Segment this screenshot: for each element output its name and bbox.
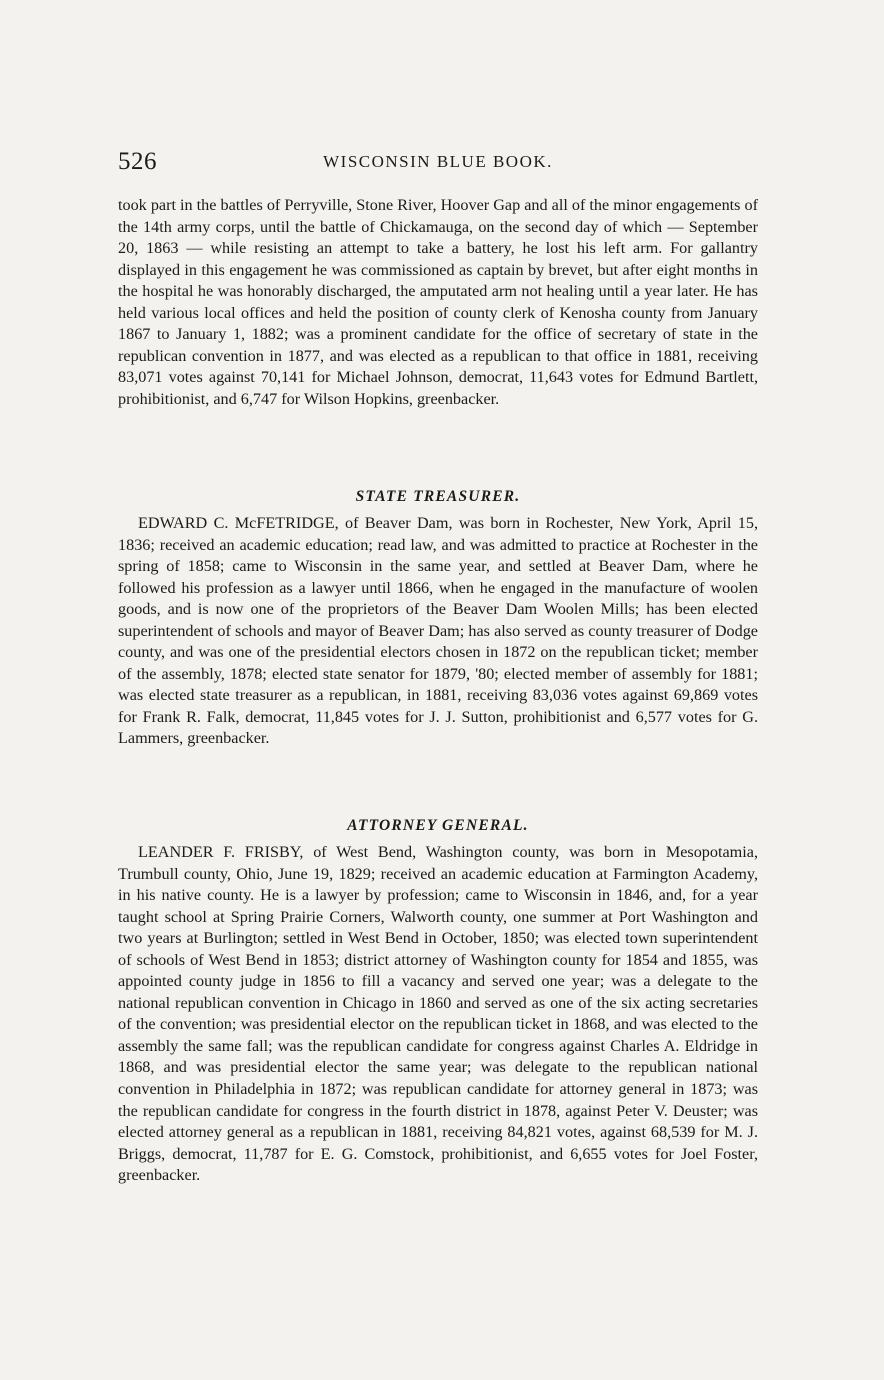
running-title: WISCONSIN BLUE BOOK. [323, 152, 553, 171]
state-treasurer-paragraph: EDWARD C. McFETRIDGE, of Beaver Dam, was born in Rochester, New York, April 15, 1836; received an academic education; read law, and was admitted to practice at Rochester in the spring of 1858; came to Wisconsin in the same year, and settled at Beaver Dam, where he followed his profession as a lawyer until 1866, when he engaged in the manufacture of woolen goods, and is now one of the proprietors of the Beaver Dam Woolen Mills; has been elected superintendent of schools and mayor of Beaver Dam; has also served as county treasurer of Dodge county, and was one of the presidential electors chosen in 1872 on the republican ticket; member of the assembly, 1878; elected state senator for 1879, '80; elected member of assembly for 1881; was elected state treasurer as a republican, in 1881, receiving 83,036 votes against 69,869 votes for Frank R. Falk, democrat, 11,845 votes for J. J. Sutton, prohibitionist and 6,577 votes for G. Lammers, greenbacker. [118, 514, 758, 748]
page-number: 526 [118, 148, 157, 175]
attorney-general-heading: ATTORNEY GENERAL. [347, 817, 529, 834]
attorney-general-paragraph: LEANDER F. FRISBY, of West Bend, Washington county, was born in Mesopotamia, Trumbull county, Ohio, June 19, 1829; received an academic education at Farmington Academy, in his native county. He is a lawyer by profession; came to Wisconsin in 1846, and, for a year taught school at Spring Prairie Corners, Walworth county, one summer at Port Washington and two years at Burlington; settled in West Bend in October, 1850; was elected town superintendent of schools of West Bend in 1853; district attorney of Washington county for 1854 and 1855, was appointed county judge in 1856 to fill a vacancy and served one year; was a delegate to the national republican convention in Chicago in 1860 and served as one of the six acting secretaries of the convention; was presidential elector on the republican ticket in 1868, and was elected to the assembly the same fall; was the republican candidate for congress against Charles A. Eldridge in 1868, and was presidential elector the same year; was delegate to the republican national convention in Philadelphia in 1872; was republican candidate for attorney general in 1873; was the republican candidate for congress in the fourth district in 1878, against Peter V. Deuster; was elected attorney general as a republican in 1881, receiving 84,821 votes, against 68,539 for M. J. Briggs, democrat, 11,787 for E. G. Comstock, prohibitionist, and 6,655 votes for Joel Foster, greenbacker. [118, 843, 758, 1185]
state-treasurer-heading: STATE TREASURER. [355, 488, 521, 505]
continuation-paragraph: took part in the battles of Perryville, Stone River, Hoover Gap and all of the minor engagements of the 14th army corps, until the battle of Chickamauga, on the second day of which — September 20, 1863 — while resisting an attempt to take a battery, he lost his left arm. For gallantry displayed in this engagement he was commissioned as captain by brevet, but after eight months in the hospital he was honorably discharged, the amputated arm not healing until a year later. He has held various local offices and held the position of county clerk of Kenosha county from January 1867 to January 1, 1882; was a prominent candidate for the office of secretary of state in the republican convention in 1877, and was elected as a republican to that office in 1881, receiving 83,071 votes against 70,141 for Michael Johnson, democrat, 11,643 votes for Edmund Bartlett, prohibitionist, and 6,747 for Wilson Hopkins, greenbacker. [118, 196, 758, 408]
page-header [118, 148, 758, 178]
